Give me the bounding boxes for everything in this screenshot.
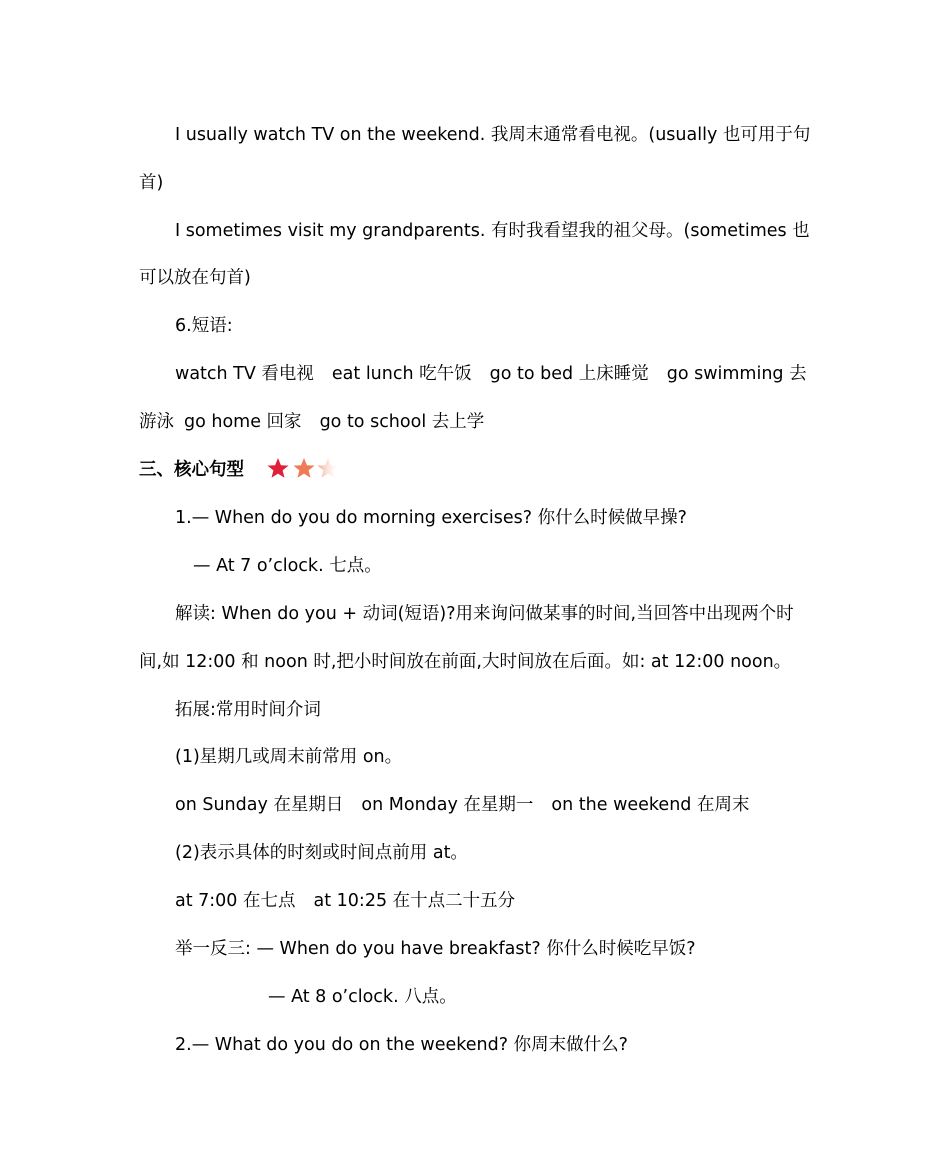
section-heading: 三、核心句型 [139,460,244,480]
phrase-list [139,410,484,434]
phrase-list [175,362,807,386]
paragraph-line: I usually watch TV on the weekend. 我周末通常看电视。(usually 也可用于句 [175,125,811,145]
paragraph-line: 首) [139,173,164,193]
paragraph-line: I sometimes visit my grandparents. 有时我看望我的祖父母。(sometimes 也 [175,221,810,241]
star-icon [268,458,289,478]
phrase-item: watch TV 看电视 [175,364,314,384]
sentence-answer: — At 7 o’clock. 七点。 [193,556,382,576]
star-icon [318,458,339,478]
sentence-question: 1.— When do you do morning exercises? 你什么时候做早操? [175,508,687,528]
sentence-question: 2.— What do you do on the weekend? 你周末做什么? [175,1035,628,1055]
example-list [175,889,515,913]
rule-line: (2)表示具体的时刻或时间点前用 at。 [175,843,468,863]
example-list [175,793,749,817]
practice-question: 举一反三: — When do you have breakfast? 你什么时候吃早饭? [175,939,696,959]
example-item: at 7:00 在七点 [175,891,296,911]
phrase-item: go to bed 上床睡觉 [489,364,649,384]
phrase-item: 游泳 [139,412,174,432]
practice-answer: — At 8 o’clock. 八点。 [268,987,457,1007]
rule-line: (1)星期几或周末前常用 on。 [175,747,403,767]
phrase-item: eat lunch 吃午饭 [331,364,472,384]
phrase-item: go swimming 去 [666,364,807,384]
section-label: 6.短语: [175,316,233,336]
phrase-item: go to school 去上学 [319,412,485,432]
example-item: on Monday 在星期一 [361,795,534,815]
example-item: on the weekend 在周末 [551,795,750,815]
paragraph-line: 解读: When do you + 动词(短语)?用来询问做某事的时间,当回答中出现两个时 [175,604,794,624]
example-item: on Sunday 在星期日 [175,795,344,815]
paragraph-line: 可以放在句首) [139,268,251,288]
example-item: at 10:25 在十点二十五分 [313,891,516,911]
difficulty-rating [266,456,346,482]
paragraph-line: 拓展:常用时间介词 [175,700,321,720]
phrase-item: go home 回家 [184,412,302,432]
star-icon [294,458,315,478]
paragraph-line: 间,如 12:00 和 noon 时,把小时间放在前面,大时间放在后面。如: at 12:00 noon。 [139,652,792,672]
